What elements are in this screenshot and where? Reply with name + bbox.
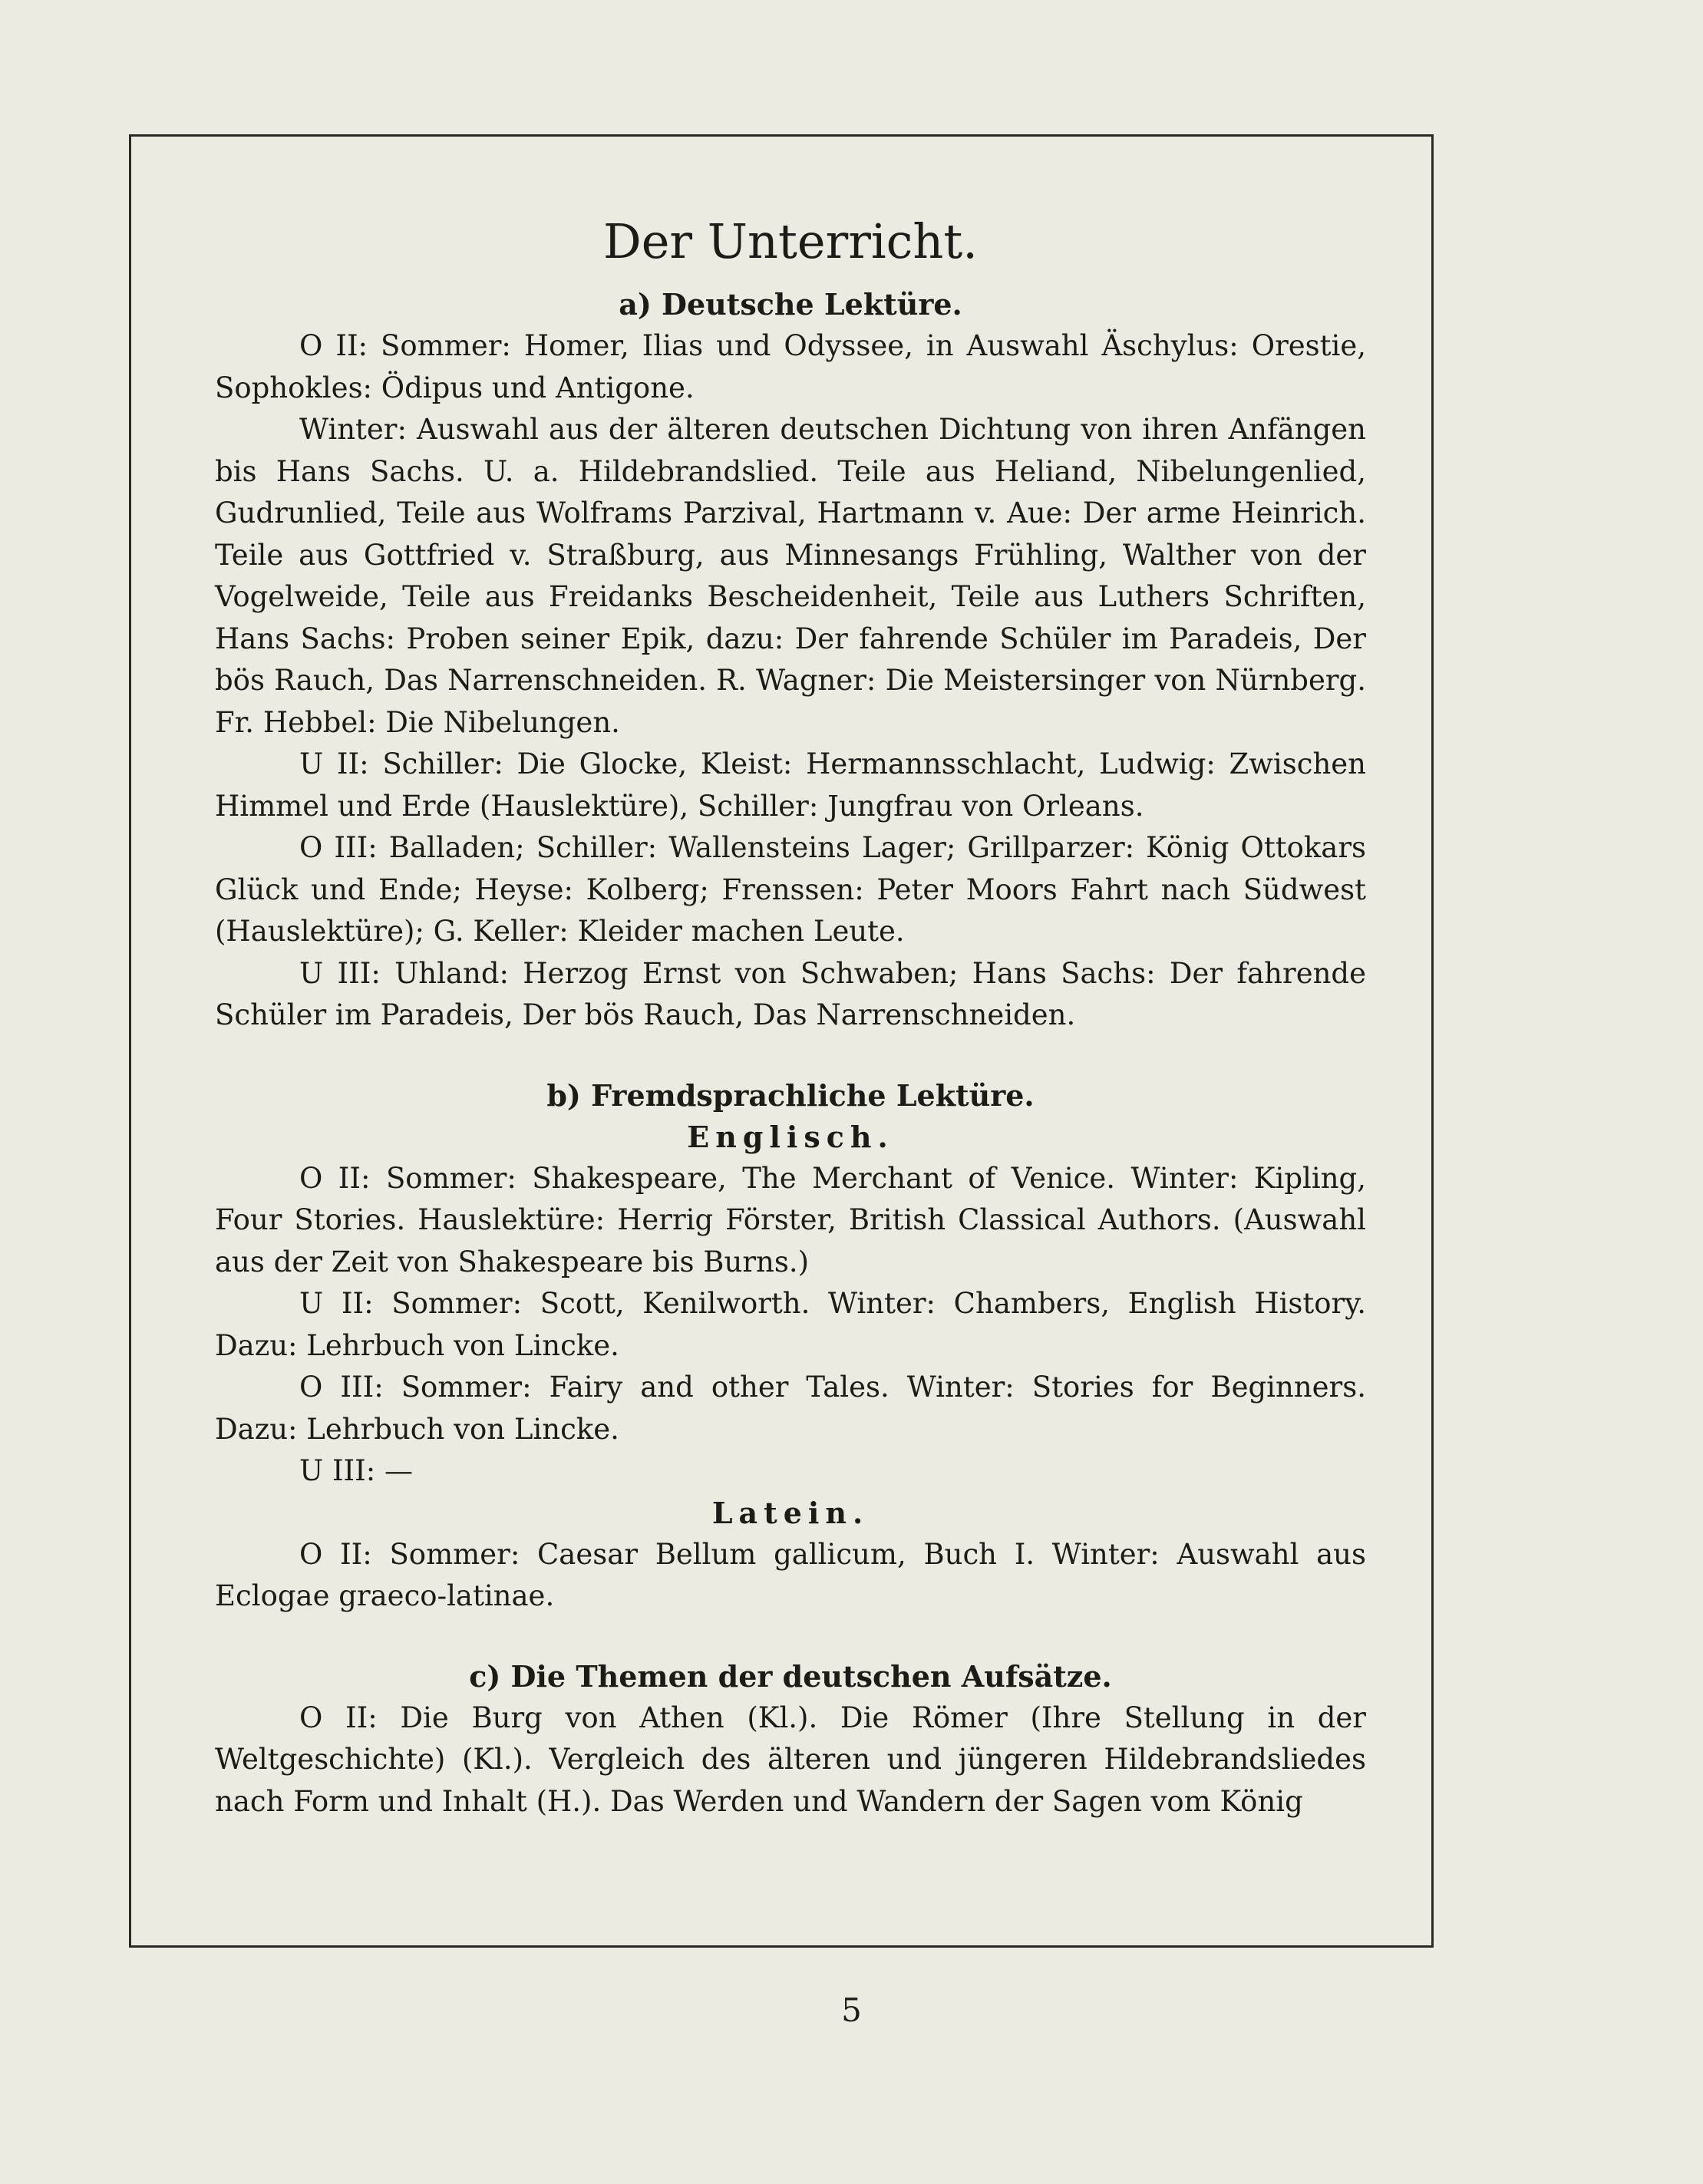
paragraph: U II: Schiller: Die Glocke, Kleist: Hermannsschlacht, Ludwig: Zwischen Himmel und Erde (Hauslektüre), Schiller: Jungfrau von Orleans. <box>215 747 1366 823</box>
section-heading-foreign-reading: b) Fremdsprachliche Lektüre. <box>546 1077 1035 1113</box>
subheading-latin: Latein. <box>711 1495 870 1530</box>
paragraph: O II: Sommer: Shakespeare, The Merchant of Venice. Winter: Kipling, Four Stories. Hauslektüre: Herrig Förster, British Classical Authors. (Auswahl aus der Zeit von Shakespeare bis Burns.) <box>215 1161 1366 1278</box>
paragraph: O II: Sommer: Homer, Ilias und Odyssee, in Auswahl Äschylus: Orestie, Sophokles: Ödipus und Antigone. <box>215 329 1366 404</box>
subheading-english: Englisch. <box>687 1119 894 1154</box>
paragraph: U II: Sommer: Scott, Kenilworth. Winter: Chambers, English History. Dazu: Lehrbuch von Lincke. <box>215 1287 1366 1362</box>
paragraph: O II: Sommer: Caesar Bellum gallicum, Buch I. Winter: Auswahl aus Eclogae graeco-latinae. <box>215 1537 1366 1612</box>
paragraph: O III: Balladen; Schiller: Wallensteins Lager; Grillparzer: König Ottokars Glück und Ende; Heyse: Kolberg; Frenssen: Peter Moors Fahrt nach Südwest (Hauslektüre); G. Keller: Kleider machen Leute. <box>215 831 1366 948</box>
page-content <box>215 207 1366 1823</box>
paragraph: U III: — <box>299 1454 414 1487</box>
section-foreign-reading <box>215 1075 1366 1618</box>
section-heading-essay-topics: c) Die Themen der deutschen Aufsätze. <box>469 1658 1112 1694</box>
paragraph: Winter: Auswahl aus der älteren deutschen Dichtung von ihren Anfängen bis Hans Sachs. U. a. Hildebrandslied. Teile aus Heliand, Nibelungenlied, Gudrunlied, Teile aus Wolframs Parzival, Hartmann v. Aue: Der arme Heinrich. Teile aus Gottfried v. Straßburg, aus Minnesangs Frühling, Walther von der Vogelweide, Teile aus Freidanks Bescheidenheit, Teile aus Luthers Schriften, Hans Sachs: Proben seiner Epik, dazu: Der fahrende Schüler im Paradeis, Der bös Rauch, Das Narrenschneiden. R. Wagner: Die Meistersinger von Nürnberg. Fr. Hebbel: Die Nibelungen. <box>215 413 1366 739</box>
page-title: Der Unterricht. <box>603 213 978 269</box>
page-number: 5 <box>841 1991 862 2029</box>
section-german-reading <box>215 284 1366 1037</box>
section-essay-topics <box>215 1656 1366 1823</box>
paragraph: O II: Die Burg von Athen (Kl.). Die Römer (Ihre Stellung in der Weltgeschichte) (Kl.). Vergleich des älteren und jüngeren Hildebrandsliedes nach Form und Inhalt (H.). Das Werden und Wandern der Sagen vom König <box>215 1701 1366 1818</box>
section-heading-german-reading: a) Deutsche Lektüre. <box>619 287 962 322</box>
paragraph: O III: Sommer: Fairy and other Tales. Winter: Stories for Beginners. Dazu: Lehrbuch von Lincke. <box>215 1371 1366 1446</box>
paragraph: U III: Uhland: Herzog Ernst von Schwaben; Hans Sachs: Der fahrende Schüler im Paradeis, Der bös Rauch, Das Narrenschneiden. <box>215 956 1366 1031</box>
